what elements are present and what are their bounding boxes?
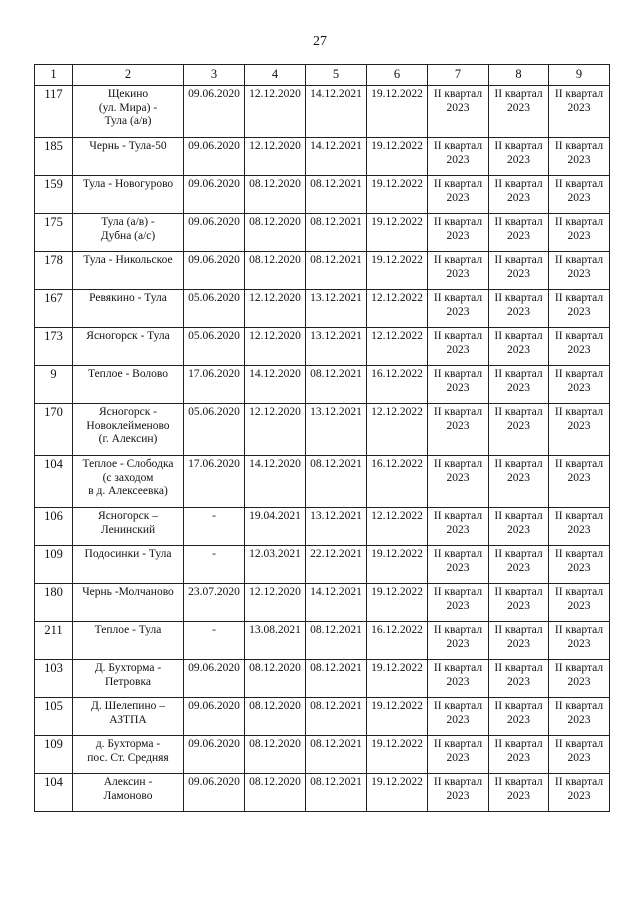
table-cell-col-3: -	[184, 508, 245, 546]
table-row	[35, 698, 610, 736]
table-row	[35, 290, 610, 328]
table-cell-col-6: 16.12.2022	[367, 456, 428, 508]
table-cell-col-9: II квартал 2023	[549, 456, 610, 508]
table-cell-col-9: II квартал 2023	[549, 252, 610, 290]
table-cell-col-8: II квартал 2023	[489, 176, 549, 214]
table-cell-col-7: II квартал 2023	[428, 698, 489, 736]
table-cell-col-4: 12.12.2020	[245, 584, 306, 622]
table-cell-col-4: 13.08.2021	[245, 622, 306, 660]
table-cell-col-7: II квартал 2023	[428, 366, 489, 404]
table-cell-col-6: 12.12.2022	[367, 404, 428, 456]
table-cell-col-3: 09.06.2020	[184, 138, 245, 176]
table-cell-col-8: II квартал 2023	[489, 546, 549, 584]
table-cell-col-4: 08.12.2020	[245, 176, 306, 214]
table-cell-col-7: II квартал 2023	[428, 546, 489, 584]
table-cell-col-6: 19.12.2022	[367, 736, 428, 774]
table-cell-col-9: II квартал 2023	[549, 736, 610, 774]
table-cell-col-2: Тула - Новогурово	[73, 176, 184, 214]
table-cell-col-6: 19.12.2022	[367, 176, 428, 214]
table-cell-col-4: 08.12.2020	[245, 698, 306, 736]
table-row	[35, 404, 610, 456]
table-cell-col-7: II квартал 2023	[428, 736, 489, 774]
header-cell-4: 4	[245, 65, 306, 86]
table-cell-col-6: 19.12.2022	[367, 252, 428, 290]
header-cell-1: 1	[35, 65, 73, 86]
table-row	[35, 214, 610, 252]
table-cell-col-9: II квартал 2023	[549, 698, 610, 736]
table-cell-col-8: II квартал 2023	[489, 660, 549, 698]
table-cell-col-1: 178	[35, 252, 73, 290]
table-row	[35, 138, 610, 176]
table-cell-col-5: 14.12.2021	[306, 584, 367, 622]
table-cell-col-3: -	[184, 546, 245, 584]
table-cell-col-4: 08.12.2020	[245, 774, 306, 812]
table-cell-col-2: Ревякино - Тула	[73, 290, 184, 328]
table-cell-col-5: 22.12.2021	[306, 546, 367, 584]
table-cell-col-8: II квартал 2023	[489, 456, 549, 508]
table-cell-col-4: 08.12.2020	[245, 214, 306, 252]
table-cell-col-5: 14.12.2021	[306, 86, 367, 138]
table-cell-col-8: II квартал 2023	[489, 774, 549, 812]
table-cell-col-5: 13.12.2021	[306, 508, 367, 546]
table-cell-col-5: 13.12.2021	[306, 290, 367, 328]
table-cell-col-2: Подосинки - Тула	[73, 546, 184, 584]
table-cell-col-4: 14.12.2020	[245, 366, 306, 404]
table-row	[35, 328, 610, 366]
header-cell-7: 7	[428, 65, 489, 86]
table-cell-col-2: Теплое - Слободка (с заходом в д. Алексеевка)	[73, 456, 184, 508]
table-cell-col-3: -	[184, 622, 245, 660]
table-cell-col-8: II квартал 2023	[489, 404, 549, 456]
table-cell-col-9: II квартал 2023	[549, 86, 610, 138]
table-row	[35, 584, 610, 622]
table-cell-col-1: 173	[35, 328, 73, 366]
table-cell-col-1: 109	[35, 546, 73, 584]
table-cell-col-9: II квартал 2023	[549, 774, 610, 812]
table-cell-col-4: 14.12.2020	[245, 456, 306, 508]
table-cell-col-7: II квартал 2023	[428, 252, 489, 290]
table-cell-col-8: II квартал 2023	[489, 698, 549, 736]
table-row	[35, 508, 610, 546]
table-cell-col-6: 12.12.2022	[367, 328, 428, 366]
table-cell-col-1: 105	[35, 698, 73, 736]
table-cell-col-2: Ясногорск - Тула	[73, 328, 184, 366]
table-cell-col-7: II квартал 2023	[428, 584, 489, 622]
table-cell-col-4: 12.12.2020	[245, 404, 306, 456]
table-cell-col-8: II квартал 2023	[489, 290, 549, 328]
table-cell-col-9: II квартал 2023	[549, 366, 610, 404]
table-cell-col-9: II квартал 2023	[549, 214, 610, 252]
table-cell-col-1: 170	[35, 404, 73, 456]
table-cell-col-9: II квартал 2023	[549, 508, 610, 546]
page-number: 27	[313, 34, 327, 49]
table-cell-col-3: 09.06.2020	[184, 774, 245, 812]
table-row	[35, 86, 610, 138]
table-cell-col-6: 19.12.2022	[367, 546, 428, 584]
table-cell-col-8: II квартал 2023	[489, 252, 549, 290]
table-cell-col-1: 180	[35, 584, 73, 622]
table-cell-col-7: II квартал 2023	[428, 176, 489, 214]
table-cell-col-1: 211	[35, 622, 73, 660]
table-cell-col-5: 08.12.2021	[306, 736, 367, 774]
header-cell-8: 8	[489, 65, 549, 86]
table-cell-col-5: 08.12.2021	[306, 622, 367, 660]
table-cell-col-1: 109	[35, 736, 73, 774]
table-cell-col-3: 09.06.2020	[184, 660, 245, 698]
table-cell-col-2: Д. Шелепино – АЗТПА	[73, 698, 184, 736]
table-cell-col-1: 185	[35, 138, 73, 176]
table-cell-col-6: 12.12.2022	[367, 290, 428, 328]
table-cell-col-1: 159	[35, 176, 73, 214]
table-cell-col-6: 19.12.2022	[367, 660, 428, 698]
table-cell-col-8: II квартал 2023	[489, 214, 549, 252]
table-cell-col-8: II квартал 2023	[489, 328, 549, 366]
table-header	[35, 65, 610, 86]
table-cell-col-2: Ясногорск - Новоклейменово (г. Алексин)	[73, 404, 184, 456]
table-cell-col-8: II квартал 2023	[489, 584, 549, 622]
table-cell-col-1: 175	[35, 214, 73, 252]
table-cell-col-7: II квартал 2023	[428, 508, 489, 546]
table-cell-col-5: 08.12.2021	[306, 366, 367, 404]
table-cell-col-7: II квартал 2023	[428, 622, 489, 660]
table-cell-col-4: 12.12.2020	[245, 290, 306, 328]
table-cell-col-8: II квартал 2023	[489, 736, 549, 774]
table-row	[35, 546, 610, 584]
table-cell-col-7: II квартал 2023	[428, 138, 489, 176]
table-cell-col-9: II квартал 2023	[549, 546, 610, 584]
table-cell-col-4: 12.12.2020	[245, 86, 306, 138]
table-cell-col-8: II квартал 2023	[489, 138, 549, 176]
table-cell-col-3: 17.06.2020	[184, 366, 245, 404]
table-cell-col-9: II квартал 2023	[549, 584, 610, 622]
table-cell-col-6: 16.12.2022	[367, 622, 428, 660]
table-cell-col-3: 17.06.2020	[184, 456, 245, 508]
table-cell-col-3: 09.06.2020	[184, 176, 245, 214]
table-cell-col-5: 08.12.2021	[306, 774, 367, 812]
table-cell-col-9: II квартал 2023	[549, 404, 610, 456]
table-cell-col-2: Д. Бухторма - Петровка	[73, 660, 184, 698]
table-cell-col-3: 09.06.2020	[184, 736, 245, 774]
table-cell-col-9: II квартал 2023	[549, 660, 610, 698]
table-cell-col-2: д. Бухторма - пос. Ст. Средняя	[73, 736, 184, 774]
table-cell-col-7: II квартал 2023	[428, 774, 489, 812]
table-cell-col-2: Ясногорск – Ленинский	[73, 508, 184, 546]
table-cell-col-3: 05.06.2020	[184, 404, 245, 456]
table-row	[35, 660, 610, 698]
table-cell-col-9: II квартал 2023	[549, 622, 610, 660]
table-cell-col-4: 08.12.2020	[245, 736, 306, 774]
header-row	[35, 65, 610, 86]
table-cell-col-3: 05.06.2020	[184, 328, 245, 366]
table-cell-col-1: 9	[35, 366, 73, 404]
table-cell-col-3: 09.06.2020	[184, 698, 245, 736]
table-cell-col-2: Чернь - Тула-50	[73, 138, 184, 176]
table-row	[35, 736, 610, 774]
table-cell-col-2: Тула (а/в) - Дубна (а/с)	[73, 214, 184, 252]
table-cell-col-9: II квартал 2023	[549, 328, 610, 366]
table-cell-col-6: 19.12.2022	[367, 584, 428, 622]
table-cell-col-5: 08.12.2021	[306, 698, 367, 736]
table-cell-col-9: II квартал 2023	[549, 290, 610, 328]
table-cell-col-6: 19.12.2022	[367, 138, 428, 176]
table-cell-col-3: 09.06.2020	[184, 252, 245, 290]
header-cell-9: 9	[549, 65, 610, 86]
table-cell-col-3: 09.06.2020	[184, 86, 245, 138]
table-cell-col-6: 19.12.2022	[367, 774, 428, 812]
routes-table	[34, 64, 610, 812]
table-cell-col-1: 117	[35, 86, 73, 138]
table-cell-col-4: 08.12.2020	[245, 252, 306, 290]
table-row	[35, 366, 610, 404]
table-row	[35, 176, 610, 214]
table-cell-col-8: II квартал 2023	[489, 366, 549, 404]
table-cell-col-5: 08.12.2021	[306, 456, 367, 508]
table-body	[35, 86, 610, 812]
table-cell-col-2: Чернь -Молчаново	[73, 584, 184, 622]
table-cell-col-2: Щекино (ул. Мира) - Тула (а/в)	[73, 86, 184, 138]
table-cell-col-7: II квартал 2023	[428, 660, 489, 698]
table-cell-col-5: 08.12.2021	[306, 252, 367, 290]
table-cell-col-2: Теплое - Тула	[73, 622, 184, 660]
table-cell-col-4: 19.04.2021	[245, 508, 306, 546]
table-cell-col-6: 19.12.2022	[367, 86, 428, 138]
table-cell-col-7: II квартал 2023	[428, 404, 489, 456]
table-cell-col-5: 08.12.2021	[306, 660, 367, 698]
header-cell-2: 2	[73, 65, 184, 86]
table-cell-col-1: 106	[35, 508, 73, 546]
table-cell-col-8: II квартал 2023	[489, 86, 549, 138]
header-cell-3: 3	[184, 65, 245, 86]
table-row	[35, 456, 610, 508]
table-cell-col-7: II квартал 2023	[428, 290, 489, 328]
table-cell-col-8: II квартал 2023	[489, 622, 549, 660]
header-cell-6: 6	[367, 65, 428, 86]
table-row	[35, 252, 610, 290]
table-cell-col-7: II квартал 2023	[428, 86, 489, 138]
table-cell-col-9: II квартал 2023	[549, 138, 610, 176]
table-cell-col-9: II квартал 2023	[549, 176, 610, 214]
table-cell-col-3: 23.07.2020	[184, 584, 245, 622]
table-cell-col-2: Алексин - Ламоново	[73, 774, 184, 812]
table-cell-col-3: 09.06.2020	[184, 214, 245, 252]
table-cell-col-6: 19.12.2022	[367, 698, 428, 736]
table-cell-col-5: 08.12.2021	[306, 176, 367, 214]
table-cell-col-5: 13.12.2021	[306, 404, 367, 456]
table-cell-col-7: II квартал 2023	[428, 456, 489, 508]
table-cell-col-4: 08.12.2020	[245, 660, 306, 698]
table-cell-col-7: II квартал 2023	[428, 214, 489, 252]
header-cell-5: 5	[306, 65, 367, 86]
table-cell-col-6: 16.12.2022	[367, 366, 428, 404]
table-cell-col-1: 104	[35, 456, 73, 508]
table-cell-col-1: 104	[35, 774, 73, 812]
table-cell-col-2: Теплое - Волово	[73, 366, 184, 404]
table-cell-col-1: 103	[35, 660, 73, 698]
table-row	[35, 622, 610, 660]
table-cell-col-5: 08.12.2021	[306, 214, 367, 252]
table-cell-col-4: 12.12.2020	[245, 138, 306, 176]
table-cell-col-6: 12.12.2022	[367, 508, 428, 546]
table-cell-col-3: 05.06.2020	[184, 290, 245, 328]
table-cell-col-5: 13.12.2021	[306, 328, 367, 366]
table-cell-col-7: II квартал 2023	[428, 328, 489, 366]
table-cell-col-6: 19.12.2022	[367, 214, 428, 252]
table-cell-col-1: 167	[35, 290, 73, 328]
table-row	[35, 774, 610, 812]
table-cell-col-4: 12.12.2020	[245, 328, 306, 366]
table-cell-col-4: 12.03.2021	[245, 546, 306, 584]
table-cell-col-8: II квартал 2023	[489, 508, 549, 546]
table-cell-col-5: 14.12.2021	[306, 138, 367, 176]
table-cell-col-2: Тула - Никольское	[73, 252, 184, 290]
